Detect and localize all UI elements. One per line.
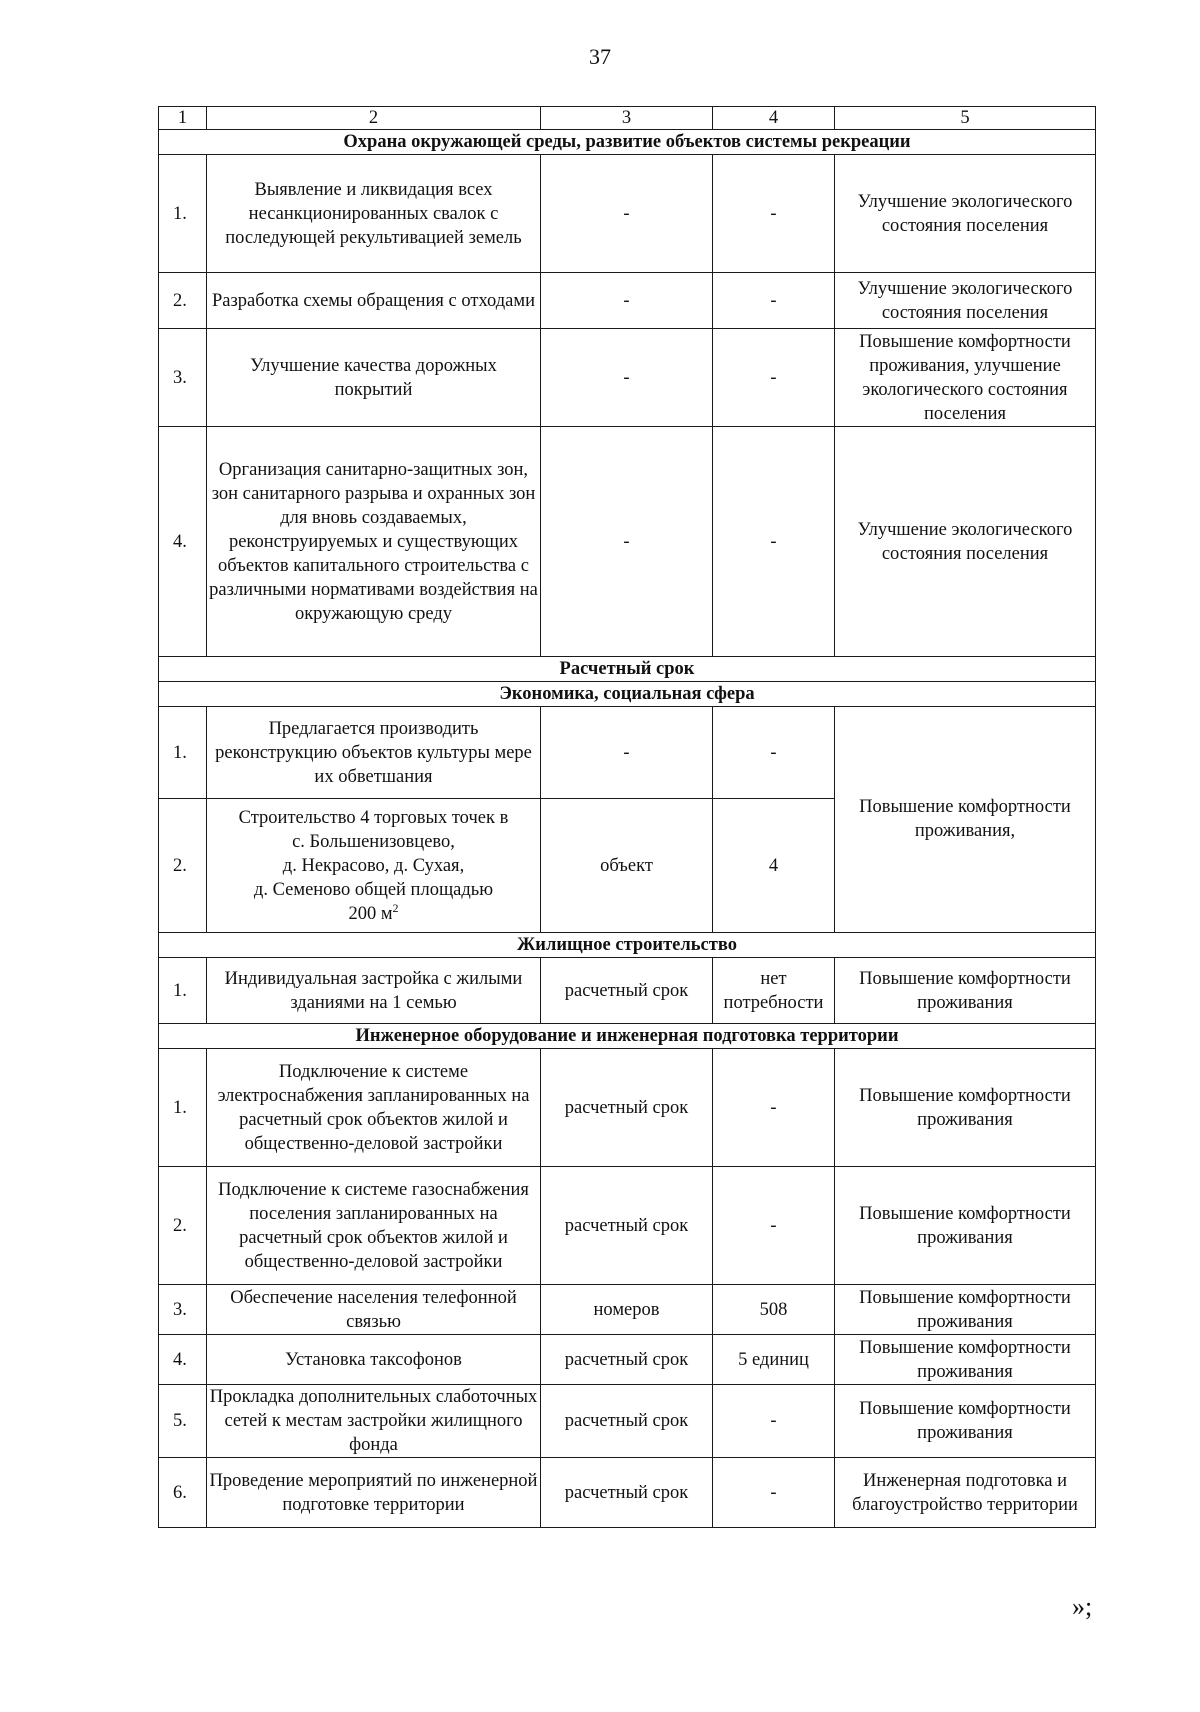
- table-row: [159, 1167, 1096, 1285]
- row-description: Индивидуальная застройка с жилыми зданиями на 1 семью: [207, 958, 541, 1024]
- row-quantity: -: [713, 1385, 835, 1458]
- row-result: Повышение комфортности проживания: [835, 1385, 1096, 1458]
- column-number: 2: [207, 107, 541, 130]
- row-quantity: -: [713, 427, 835, 657]
- row-number: 4.: [159, 1335, 207, 1385]
- row-unit: -: [541, 155, 713, 273]
- table-row: [159, 1285, 1096, 1335]
- table-row: [159, 1335, 1096, 1385]
- row-result: Повышение комфортности проживания: [835, 1049, 1096, 1167]
- row-description: Прокладка дополнительных слаботочных сетей к местам застройки жилищного фонда: [207, 1385, 541, 1458]
- row-description: Организация санитарно-защитных зон, зон санитарного разрыва и охранных зон для вновь создаваемых, реконструируемых и существующих объектов капитального строительства с различными нормативами воздействия на окружающую среду: [207, 427, 541, 657]
- description-line: 200 м: [348, 903, 393, 924]
- table-row: [159, 155, 1096, 273]
- description-line: д. Некрасово, д. Сухая,: [282, 855, 465, 876]
- row-number: 1.: [159, 1049, 207, 1167]
- table-row: [159, 427, 1096, 657]
- table-row: [159, 1049, 1096, 1167]
- row-unit: расчетный срок: [541, 1385, 713, 1458]
- row-result: Повышение комфортности проживания: [835, 1285, 1096, 1335]
- section-header-row: [159, 657, 1096, 682]
- table-row: [159, 273, 1096, 329]
- row-number: 5.: [159, 1385, 207, 1458]
- section-header-row: [159, 682, 1096, 707]
- column-number: 4: [713, 107, 835, 130]
- section-title: Охрана окружающей среды, развитие объектов системы рекреации: [159, 130, 1096, 155]
- row-quantity: нет потребности: [713, 958, 835, 1024]
- row-result-merged: Повышение комфортности проживания,: [835, 707, 1096, 933]
- row-quantity: -: [713, 329, 835, 427]
- row-quantity: 508: [713, 1285, 835, 1335]
- column-number-row: [159, 107, 1096, 130]
- description-line: д. Семеново общей площадью: [253, 879, 494, 900]
- row-quantity: -: [713, 1458, 835, 1528]
- section-header-row: [159, 130, 1096, 155]
- row-quantity: -: [713, 1167, 835, 1285]
- row-quantity: -: [713, 1049, 835, 1167]
- row-unit: объект: [541, 799, 713, 933]
- row-quantity: 5 единиц: [713, 1335, 835, 1385]
- row-number: 2.: [159, 273, 207, 329]
- row-quantity: 4: [713, 799, 835, 933]
- column-number: 5: [835, 107, 1096, 130]
- row-unit: расчетный срок: [541, 1458, 713, 1528]
- row-quantity: -: [713, 155, 835, 273]
- row-unit: расчетный срок: [541, 958, 713, 1024]
- row-result: Повышение комфортности проживания: [835, 1335, 1096, 1385]
- section-title: Экономика, социальная сфера: [159, 682, 1096, 707]
- row-number: 4.: [159, 427, 207, 657]
- table-row: [159, 329, 1096, 427]
- closing-quote-mark: »;: [1072, 1592, 1093, 1621]
- row-quantity: -: [713, 273, 835, 329]
- row-result: Повышение комфортности проживания, улучшение экологического состояния поселения: [835, 329, 1096, 427]
- row-description: Выявление и ликвидация всех несанкционированных свалок с последующей рекультивацией земель: [207, 155, 541, 273]
- section-title: Инженерное оборудование и инженерная подготовка территории: [159, 1024, 1096, 1049]
- row-unit: расчетный срок: [541, 1049, 713, 1167]
- column-number: 1: [159, 107, 207, 130]
- section-header-row: [159, 1024, 1096, 1049]
- row-unit: расчетный срок: [541, 1335, 713, 1385]
- page-number: 37: [589, 44, 611, 69]
- row-result: Инженерная подготовка и благоустройство территории: [835, 1458, 1096, 1528]
- row-result: Улучшение экологического состояния поселения: [835, 273, 1096, 329]
- row-unit: -: [541, 427, 713, 657]
- row-description: Подключение к системе электроснабжения запланированных на расчетный срок объектов жилой и общественно-деловой застройки: [207, 1049, 541, 1167]
- table-row: [159, 1458, 1096, 1528]
- row-description: Обеспечение населения телефонной связью: [207, 1285, 541, 1335]
- measures-table: [158, 106, 1096, 1528]
- row-number: 3.: [159, 1285, 207, 1335]
- table-row: [159, 707, 1096, 799]
- row-unit: номеров: [541, 1285, 713, 1335]
- section-title: Жилищное строительство: [159, 933, 1096, 958]
- row-unit: расчетный срок: [541, 1167, 713, 1285]
- row-description: Установка таксофонов: [207, 1335, 541, 1385]
- area-superscript: 2: [392, 900, 399, 915]
- row-number: 2.: [159, 799, 207, 933]
- row-number: 1.: [159, 155, 207, 273]
- table-row: [159, 1385, 1096, 1458]
- row-result: Улучшение экологического состояния поселения: [835, 427, 1096, 657]
- row-number: 1.: [159, 707, 207, 799]
- section-header-row: [159, 933, 1096, 958]
- row-number: 2.: [159, 1167, 207, 1285]
- column-number: 3: [541, 107, 713, 130]
- table-row: [159, 958, 1096, 1024]
- row-result: Улучшение экологического состояния поселения: [835, 155, 1096, 273]
- row-description: Подключение к системе газоснабжения поселения запланированных на расчетный срок объектов жилой и общественно-деловой застройки: [207, 1167, 541, 1285]
- row-description: [207, 799, 541, 933]
- row-description: Разработка схемы обращения с отходами: [207, 273, 541, 329]
- row-unit: -: [541, 273, 713, 329]
- row-description: Предлагается производить реконструкцию объектов культуры мере их обветшания: [207, 707, 541, 799]
- row-result: Повышение комфортности проживания: [835, 958, 1096, 1024]
- description-line: Строительство 4 торговых точек в: [238, 807, 509, 828]
- row-unit: -: [541, 329, 713, 427]
- row-number: 6.: [159, 1458, 207, 1528]
- row-quantity: -: [713, 707, 835, 799]
- row-result: Повышение комфортности проживания: [835, 1167, 1096, 1285]
- section-title: Расчетный срок: [159, 657, 1096, 682]
- row-description: Проведение мероприятий по инженерной подготовке территории: [207, 1458, 541, 1528]
- description-line: с. Большенизовцево,: [292, 831, 455, 852]
- row-number: 3.: [159, 329, 207, 427]
- row-unit: -: [541, 707, 713, 799]
- row-description: Улучшение качества дорожных покрытий: [207, 329, 541, 427]
- row-number: 1.: [159, 958, 207, 1024]
